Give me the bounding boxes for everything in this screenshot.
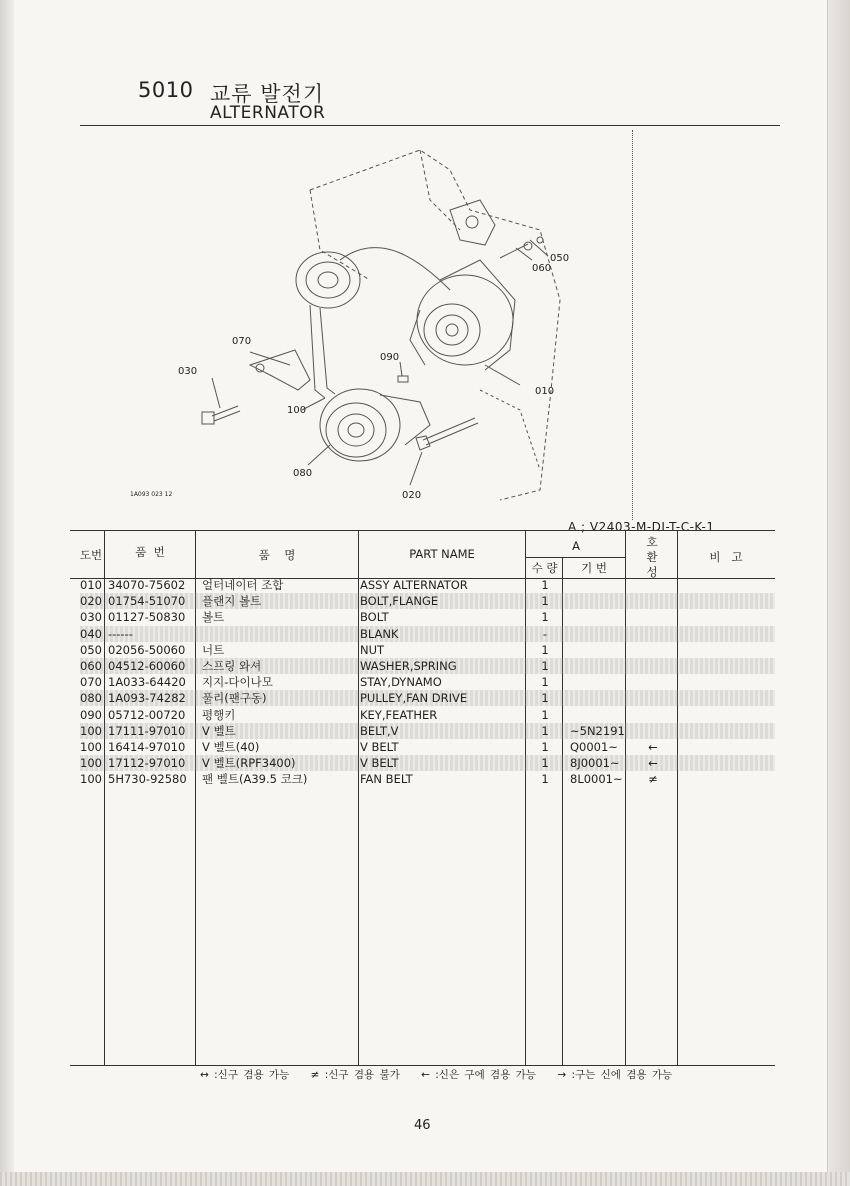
row-name-korean: 너트 bbox=[202, 642, 225, 657]
row-part-name: FAN BELT bbox=[360, 772, 413, 787]
table-row bbox=[80, 609, 775, 625]
row-part-name: WASHER,SPRING bbox=[360, 659, 457, 673]
table-row bbox=[80, 739, 775, 755]
row-ref: 030 bbox=[80, 610, 102, 625]
table-row bbox=[80, 723, 775, 739]
row-ref: 090 bbox=[80, 707, 102, 722]
row-ref: 050 bbox=[80, 642, 102, 657]
row-part-no: 05712-00720 bbox=[108, 707, 186, 722]
row-qty: 1 bbox=[541, 675, 549, 690]
row-part-no: 1A093-74282 bbox=[108, 691, 186, 706]
row-part-name: NUT bbox=[360, 642, 385, 657]
row-part-name: BELT,V bbox=[360, 723, 399, 738]
row-name-korean: 플랜지 볼트 bbox=[202, 594, 262, 609]
table-row bbox=[80, 690, 775, 706]
table-row bbox=[80, 593, 775, 609]
row-ref: 040 bbox=[80, 626, 102, 641]
table-row bbox=[80, 626, 775, 642]
table-row bbox=[80, 755, 775, 771]
page-edge-left bbox=[0, 0, 14, 1186]
row-name-korean: 스프링 와셔 bbox=[202, 659, 262, 673]
row-part-no: 5H730-92580 bbox=[108, 772, 187, 787]
row-part-name: PULLEY,FAN DRIVE bbox=[360, 691, 468, 706]
row-ref: 100 bbox=[80, 723, 102, 738]
row-name-korean: 풀리(팬구동) bbox=[202, 691, 267, 706]
row-ref: 070 bbox=[80, 675, 102, 690]
row-part-no: 16414-97010 bbox=[108, 740, 186, 754]
row-qty: 1 bbox=[541, 723, 549, 738]
table-row bbox=[80, 577, 775, 593]
callout-070: 070 bbox=[232, 336, 252, 347]
row-qty: 1 bbox=[541, 594, 549, 609]
callout-020: 020 bbox=[402, 490, 422, 501]
section-code: 5010 bbox=[138, 78, 194, 102]
row-qty: 1 bbox=[541, 740, 549, 754]
row-name-korean: V 벨트(40) bbox=[202, 740, 260, 754]
table-row bbox=[80, 771, 775, 787]
header-qty: 수 량 bbox=[531, 561, 558, 575]
row-part-no: ------ bbox=[108, 626, 133, 641]
figure-code: 1A093 023 12 bbox=[130, 491, 173, 498]
row-part-name: BOLT,FLANGE bbox=[360, 594, 439, 609]
row-interchange: ≠ bbox=[648, 772, 658, 787]
row-base-no: ~5N2191 bbox=[570, 723, 625, 738]
row-part-no: 1A033-64420 bbox=[108, 675, 186, 690]
table-row bbox=[80, 658, 775, 674]
row-base-no: Q0001~ bbox=[570, 740, 618, 754]
header-ref: 도번 bbox=[79, 548, 103, 562]
row-qty: 1 bbox=[541, 756, 549, 771]
row-part-name: V BELT bbox=[360, 740, 399, 754]
page-edge-right bbox=[827, 0, 850, 1186]
row-ref: 060 bbox=[80, 659, 102, 673]
row-part-name: BOLT bbox=[360, 610, 389, 625]
legend-item: ↔ :신구 겸용 가능 bbox=[200, 1069, 290, 1081]
page-edge-bottom bbox=[0, 1172, 850, 1186]
row-part-name: V BELT bbox=[360, 756, 399, 771]
row-part-name: STAY,DYNAMO bbox=[360, 675, 442, 690]
header-interchange-1: 호 bbox=[646, 535, 658, 549]
legend-item: → :구는 신에 겸용 가능 bbox=[557, 1069, 673, 1081]
row-name-korean: 지지-다이나모 bbox=[202, 675, 273, 690]
callout-010: 010 bbox=[535, 386, 555, 397]
legend-item: ← :신은 구에 겸용 가능 bbox=[421, 1069, 536, 1081]
row-interchange: ← bbox=[648, 756, 658, 771]
row-qty: 1 bbox=[541, 642, 549, 657]
row-part-name: KEY,FEATHER bbox=[360, 707, 438, 722]
row-base-no: 8J0001~ bbox=[570, 756, 620, 771]
callout-050: 050 bbox=[550, 253, 570, 264]
row-qty: 1 bbox=[541, 578, 549, 592]
legend-item: ≠ :신구 겸용 불가 bbox=[310, 1069, 400, 1081]
header-part-name: PART NAME bbox=[409, 547, 475, 561]
header-interchange-3: 성 bbox=[646, 565, 658, 579]
row-part-no: 01754-51070 bbox=[108, 594, 186, 609]
row-name-korean: V 벨트 bbox=[202, 723, 236, 738]
row-part-no: 17112-97010 bbox=[108, 756, 186, 771]
section-title-korean: 교류 발전기 bbox=[210, 82, 325, 106]
callout-080: 080 bbox=[293, 468, 313, 479]
dotted-divider bbox=[632, 130, 633, 520]
header-base-no: 기 번 bbox=[581, 561, 607, 575]
row-name-korean: 팬 벨트(A39.5 코크) bbox=[202, 772, 308, 787]
header-group-a: A bbox=[572, 539, 580, 553]
row-name-korean: 볼트 bbox=[202, 610, 225, 625]
row-qty: - bbox=[542, 626, 548, 641]
table-row bbox=[80, 707, 775, 723]
row-part-name: ASSY ALTERNATOR bbox=[360, 578, 468, 592]
row-part-no: 04512-60060 bbox=[108, 659, 186, 673]
exploded-parts-diagram bbox=[120, 140, 610, 510]
row-name-korean: 평행키 bbox=[202, 707, 236, 722]
row-qty: 1 bbox=[541, 772, 549, 787]
title-rule bbox=[80, 125, 780, 126]
callout-100: 100 bbox=[287, 405, 307, 416]
row-qty: 1 bbox=[541, 707, 549, 722]
row-qty: 1 bbox=[541, 610, 549, 625]
header-part-no: 품 번 bbox=[135, 545, 165, 559]
header-remarks: 비 고 bbox=[709, 550, 743, 564]
interchangeability-legend bbox=[200, 1067, 688, 1082]
callout-030: 030 bbox=[178, 366, 198, 377]
row-part-no: 02056-50060 bbox=[108, 642, 186, 657]
row-name-korean: 얼터네이터 조합 bbox=[202, 578, 284, 592]
applicability-note: A ; V2403-M-DI-T-C-K-1 bbox=[568, 520, 715, 534]
row-ref: 100 bbox=[80, 772, 102, 787]
row-ref: 010 bbox=[80, 578, 102, 592]
row-qty: 1 bbox=[541, 691, 549, 706]
callout-090: 090 bbox=[380, 352, 400, 363]
header-name-korean: 품 명 bbox=[258, 548, 296, 562]
row-ref: 100 bbox=[80, 756, 102, 771]
row-part-no: 17111-97010 bbox=[108, 723, 186, 738]
row-ref: 080 bbox=[80, 691, 102, 706]
row-ref: 020 bbox=[80, 594, 102, 609]
row-ref: 100 bbox=[80, 740, 102, 754]
page-number: 46 bbox=[414, 1118, 431, 1133]
row-name-korean: V 벨트(RPF3400) bbox=[202, 756, 296, 771]
section-title-english: ALTERNATOR bbox=[210, 103, 326, 123]
row-qty: 1 bbox=[541, 659, 549, 673]
callout-060: 060 bbox=[532, 263, 552, 274]
table-row bbox=[80, 642, 775, 658]
table-row bbox=[80, 674, 775, 690]
row-part-name: BLANK bbox=[360, 626, 399, 641]
row-interchange: ← bbox=[648, 740, 658, 754]
row-part-no: 34070-75602 bbox=[108, 578, 186, 592]
row-base-no: 8L0001~ bbox=[570, 772, 623, 787]
row-part-no: 01127-50830 bbox=[108, 610, 186, 625]
header-interchange-2: 환 bbox=[646, 550, 658, 564]
